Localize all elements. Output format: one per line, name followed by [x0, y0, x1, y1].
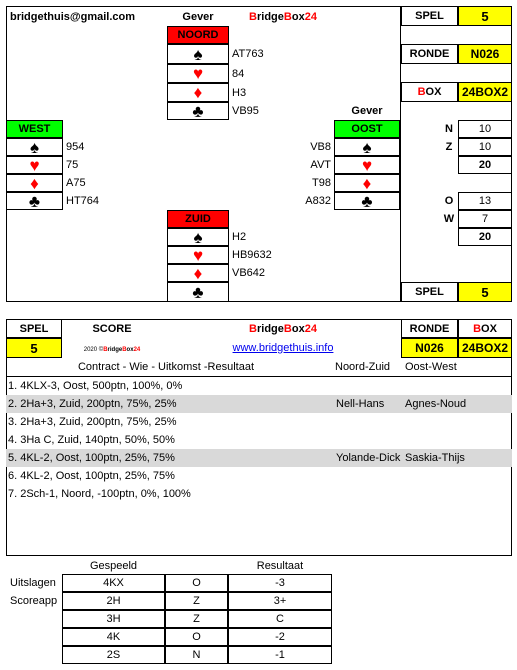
- west-spades-icon: ♠: [6, 138, 63, 156]
- played-wie: Z: [165, 592, 228, 610]
- trick-n-value: 10: [458, 120, 512, 138]
- zuid-hearts-icon: ♥: [167, 246, 229, 264]
- score-row: [6, 377, 512, 395]
- played-contract: 4KX: [62, 574, 165, 592]
- played-contract: 2S: [62, 646, 165, 664]
- score-row-contract: 4. 3Ha C, Zuid, 140ptn, 50%, 50%: [8, 434, 175, 446]
- oost-clubs-icon: ♣: [334, 192, 400, 210]
- trick-w-label: W: [443, 213, 455, 225]
- played-contract: 2H: [62, 592, 165, 610]
- score-row-ow: Saskia-Thijs: [405, 452, 465, 464]
- noord-spades-icon: ♠: [167, 44, 229, 64]
- score-brand-logo: B ridge B ox 24: [249, 322, 317, 335]
- col-contract-header: Contract - Wie - Uitkomst -Resultaat: [77, 361, 255, 373]
- col-nz-header: Noord-Zuid: [335, 361, 391, 373]
- zuid-spades-icon: ♠: [167, 228, 229, 246]
- score-row-nz: Yolande-Dick: [336, 452, 401, 464]
- played-wie: O: [165, 628, 228, 646]
- noord-label: NOORD: [167, 26, 229, 44]
- played-contract: 3H: [62, 610, 165, 628]
- box-label: B OX: [401, 82, 458, 102]
- score-row-ow: Agnes-Noud: [405, 398, 467, 410]
- noord-hearts: 84: [232, 67, 245, 80]
- west-diamonds-icon: ♦: [6, 174, 63, 192]
- played-resultaat: -3: [228, 574, 332, 592]
- oost-diamonds: T98: [312, 177, 331, 189]
- trick-nz-total: 20: [458, 156, 512, 174]
- west-hearts-icon: ♥: [6, 156, 63, 174]
- side-scoreapp: Scoreapp: [10, 595, 58, 607]
- west-spades: 954: [66, 141, 85, 153]
- trick-o-label: O: [444, 195, 454, 207]
- col-ow-header: Oost-West: [405, 361, 457, 373]
- email: bridgethuis@gmail.com: [10, 11, 136, 23]
- score-row-contract: 3. 2Ha+3, Zuid, 200ptn, 75%, 25%: [8, 416, 177, 428]
- trick-n-label: N: [445, 123, 453, 135]
- noord-diamonds: H3: [232, 86, 247, 99]
- score-spel-label: SPEL: [6, 319, 62, 338]
- zuid-hearts: HB9632: [232, 249, 272, 261]
- score-box-value: 24BOX2: [458, 338, 512, 358]
- gever-label: Gever: [182, 11, 214, 23]
- oost-hearts: AVT: [310, 159, 331, 171]
- zuid-diamonds: VB642: [232, 267, 266, 279]
- score-row: [6, 467, 512, 485]
- score-row: [6, 431, 512, 449]
- west-clubs: HT764: [66, 195, 100, 207]
- ronde-label: RONDE: [401, 44, 458, 64]
- played-wie: N: [165, 646, 228, 664]
- noord-hearts-icon: ♥: [167, 64, 229, 83]
- zuid-label: ZUID: [167, 210, 229, 228]
- score-box-label: B OX: [458, 319, 512, 338]
- noord-clubs: VB95: [232, 105, 259, 117]
- west-label: WEST: [6, 120, 63, 138]
- side-uitslagen: Uitslagen: [10, 577, 56, 589]
- oost-diamonds-icon: ♦: [334, 174, 400, 192]
- trick-o-value: 13: [458, 192, 512, 210]
- west-hearts: 75: [66, 159, 79, 171]
- noord-clubs-icon: ♣: [167, 102, 229, 120]
- zuid-clubs-icon: ♣: [167, 282, 229, 302]
- oost-spades: VB8: [310, 141, 331, 153]
- score-row: [6, 449, 512, 467]
- score-row-contract: 5. 4KL-2, Oost, 100ptn, 25%, 75%: [8, 452, 175, 464]
- oost-label: OOST: [334, 120, 400, 138]
- played-resultaat: C: [228, 610, 332, 628]
- spel-value-bottom: 5: [458, 282, 512, 302]
- oost-clubs: A832: [305, 195, 331, 207]
- noord-spades: AT763: [232, 48, 264, 60]
- played-header-resultaat: Resultaat: [256, 560, 304, 572]
- box-value: 24BOX2: [458, 82, 512, 102]
- website-link[interactable]: www.bridgethuis.info: [232, 341, 334, 354]
- spel-label: SPEL: [401, 6, 458, 26]
- score-ronde-value: N026: [401, 338, 458, 358]
- score-spel-value: 5: [6, 338, 62, 358]
- zuid-diamonds-icon: ♦: [167, 264, 229, 282]
- score-row-contract: 1. 4KLX-3, Oost, 500ptn, 100%, 0%: [8, 380, 183, 392]
- west-clubs-icon: ♣: [6, 192, 63, 210]
- trick-w-value: 7: [458, 210, 512, 228]
- score-row-contract: 6. 4KL-2, Oost, 100ptn, 25%, 75%: [8, 470, 175, 482]
- oost-spades-icon: ♠: [334, 138, 400, 156]
- brand-logo: B ridge B ox 24: [249, 11, 317, 23]
- score-row: [6, 413, 512, 431]
- zuid-spades: H2: [232, 231, 247, 243]
- score-row: [6, 395, 512, 413]
- score-ronde-label: RONDE: [401, 319, 458, 338]
- score-label: SCORE: [92, 322, 132, 335]
- trick-z-label: Z: [445, 141, 453, 153]
- score-row-nz: Nell-Hans: [336, 398, 385, 410]
- oost-hearts-icon: ♥: [334, 156, 400, 174]
- played-contract: 4K: [62, 628, 165, 646]
- trick-z-value: 10: [458, 138, 512, 156]
- spel-label-bottom: SPEL: [401, 282, 458, 302]
- played-resultaat: 3+: [228, 592, 332, 610]
- score-row-contract: 2. 2Ha+3, Zuid, 200ptn, 75%, 25%: [8, 398, 177, 410]
- score-row-contract: 7. 2Sch-1, Noord, -100ptn, 0%, 100%: [8, 488, 191, 500]
- played-resultaat: -2: [228, 628, 332, 646]
- trick-ow-total: 20: [458, 228, 512, 246]
- played-wie: O: [165, 574, 228, 592]
- spel-value: 5: [458, 6, 512, 26]
- played-header-gespeeld: Gespeeld: [89, 560, 138, 572]
- ronde-value: N026: [458, 44, 512, 64]
- noord-diamonds-icon: ♦: [167, 83, 229, 102]
- score-copyright: 2020 © BridgeBox24: [83, 347, 141, 353]
- west-diamonds: A75: [66, 177, 86, 189]
- oost-gever-label: Gever: [351, 105, 383, 117]
- score-row: [6, 485, 512, 503]
- played-wie: Z: [165, 610, 228, 628]
- played-resultaat: -1: [228, 646, 332, 664]
